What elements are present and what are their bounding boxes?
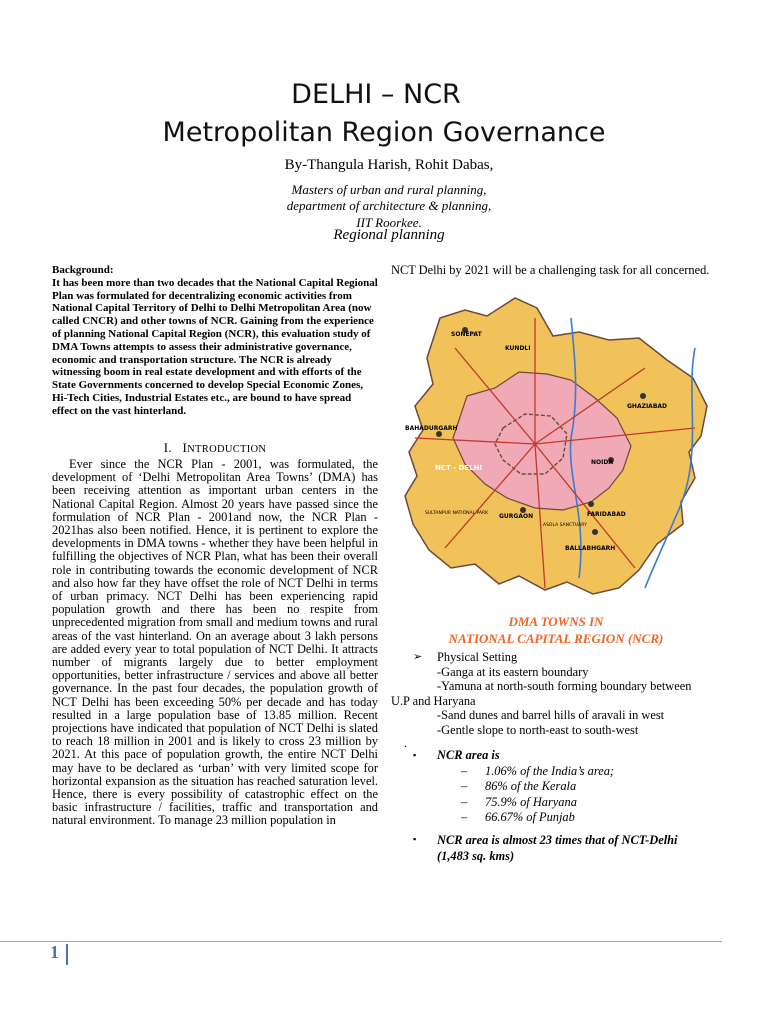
square-bullet: ▪: [413, 834, 417, 844]
map-caption-line-2: NATIONAL CAPITAL REGION (NCR): [448, 631, 664, 646]
map-label: ASOLA SANCTUARY: [543, 523, 587, 528]
introduction-body: [52, 458, 378, 828]
map-label: SULTANPUR NATIONAL PARK: [425, 511, 489, 516]
square-bullet: ▪: [413, 750, 417, 760]
subject: Regional planning: [333, 227, 445, 243]
list-item: [391, 665, 717, 680]
list-item-text: 86% of the Kerala: [485, 779, 577, 794]
list-item-text: -Gentle slope to north-east to south-west: [437, 722, 639, 737]
map-label: NCT - DELHI: [435, 464, 483, 472]
title-line-1: DELHI – NCR: [291, 79, 461, 110]
list-item-text: 66.67% of Punjab: [485, 810, 575, 825]
page-number: 1: [50, 942, 59, 962]
town-marker: [588, 501, 594, 507]
map-label: GHAZIABAD: [627, 403, 668, 410]
arrow-bullet: ➢: [413, 651, 423, 663]
ncr-map: [395, 288, 713, 606]
stray-dot: .: [404, 736, 407, 750]
list-item-text: 1.06% of the India’s area;: [485, 763, 615, 778]
affiliation-line-1: Masters of urban and rural planning,: [291, 182, 487, 197]
list-item-text: -Yamuna at north-south forming boundary between: [437, 679, 692, 694]
footer-rule: [0, 941, 722, 942]
map-label: GURGAON: [499, 513, 534, 520]
background-abstract: Background: It has been more than two decades that the National Capital Regional Plan was formulated for decentralizing economic activities from National Capital Territory of Delhi to Delhi Metropolitan Area (now called CNCR) and other towns of NCR. Gaining from the experience of planning National Capital Region (NCR), this evaluation study of DMA Towns attempts to assess their administrative governance, economic and transportation structure. The NCR is already witnessing boom in real estate development and with efforts of the State Governments concerned to develop Special Economic Zones, Hi-Tech Cities, Industrial Estates etc., are bound to have spread effect on the vast hinterland.: [52, 264, 378, 417]
ncr-times-line-1: NCR area is almost 23 times that of NCT-Delhi: [437, 833, 678, 847]
town-marker: [640, 393, 646, 399]
dash-bullet: –: [461, 763, 468, 778]
map-label: FARIDABAD: [587, 511, 626, 518]
list-item: [391, 764, 721, 780]
map-label: KUNDLI: [505, 345, 531, 352]
list-item-text: -Ganga at its eastern boundary: [437, 664, 589, 679]
ncr-times-line-2: (1,483 sq. kms): [437, 849, 515, 863]
ncr-times-item: [391, 832, 721, 864]
dash-bullet: –: [461, 779, 468, 794]
map-label: NOIDA: [591, 459, 613, 466]
page-number-divider: [66, 944, 68, 965]
introduction-initial: I: [182, 440, 188, 455]
introduction-number: I.: [163, 440, 172, 455]
list-item: [391, 723, 717, 738]
affiliation-line-3: IIT Roorkee.: [356, 215, 422, 230]
ncr-times-text: [437, 832, 721, 864]
introduction-continuation: NCT Delhi by 2021 will be a challenging task for all concerned.: [391, 263, 710, 277]
list-item: [391, 694, 717, 709]
list-item: [391, 795, 721, 811]
list-item-text: U.P and Haryana: [391, 693, 476, 708]
map-label: SONEPAT: [451, 331, 482, 338]
list-item: [391, 779, 721, 795]
physical-setting-heading: Physical Setting: [437, 650, 518, 664]
introduction-rest: NTRODUCTION: [187, 444, 267, 455]
list-item: [391, 708, 717, 723]
map-label: BAHADURGARH: [405, 425, 458, 432]
physical-setting-heading-row: [391, 650, 717, 665]
introduction-paragraph: Ever since the NCR Plan - 2001, was formulated, the development of ‘Delhi Metropolitan Area Towns’ (DMA) has been receiving attention as important urban centers in the National Capital Region. Almost 20 years have passed since the formulation of NCR Plan - 2001and now, the NCR Plan - 2021has also been notified. Hence, it is pertinent to explore the developments in DMA towns - whether they have been helpful in fulfilling the objectives of NCR Plan, what has been their overall role in contributing towards the economic development of NCR and also how far they have offset the role of NCT Delhi in terms of urban primacy. NCT Delhi has been experiencing rapid population growth and there has been no respite from unprecedented migration from small and medium towns and rural areas of the vast hinterland. On an average about 3 lakh persons are added every year to total population of NCT Delhi. It attracts number of migrants largely due to better employment opportunities, better infrastructure / services and above all better governance. In the past four decades, the population growth of NCT Delhi has been exceeding 50% per decade and has today resulted in a large population base of 13.85 million. Recent projections have indicated that population of NCT Delhi is slated to reach 18 million in 2001 and is likely to cross 23 million by 2021. At this pace of population growth, the entire NCT Delhi may have to be declared as ‘urban’ with very limited scope for horizontal expansion as the situation has reached saturation level. Hence, there is every possibility of catastrophic effect on the basic infrastructure / facilities, traffic and transportation and natural environment. To manage 23 million population in: [52, 457, 378, 828]
list-item: [391, 679, 717, 694]
ncr-area-list: [391, 748, 721, 826]
ncr-area-heading: NCR area is: [437, 748, 500, 762]
list-item-text: -Sand dunes and barrel hills of aravali in west: [437, 708, 665, 723]
dash-bullet: –: [461, 810, 468, 825]
dash-bullet: –: [461, 794, 468, 809]
map-caption-line-1: DMA TOWNS IN: [508, 614, 604, 629]
authors: By-Thangula Harish, Rohit Dabas,: [284, 157, 494, 173]
list-item-text: 75.9% of Haryana: [485, 794, 577, 809]
town-marker: [592, 529, 598, 535]
introduction-heading: [52, 440, 378, 456]
title-line-2: Metropolitan Region Governance: [162, 117, 606, 148]
affiliation-line-2: department of architecture & planning,: [286, 198, 492, 213]
map-label: BALLABHGARH: [565, 545, 616, 552]
list-item: [391, 810, 721, 826]
ncr-area-heading-row: [391, 748, 721, 764]
physical-setting-list: [391, 650, 717, 738]
